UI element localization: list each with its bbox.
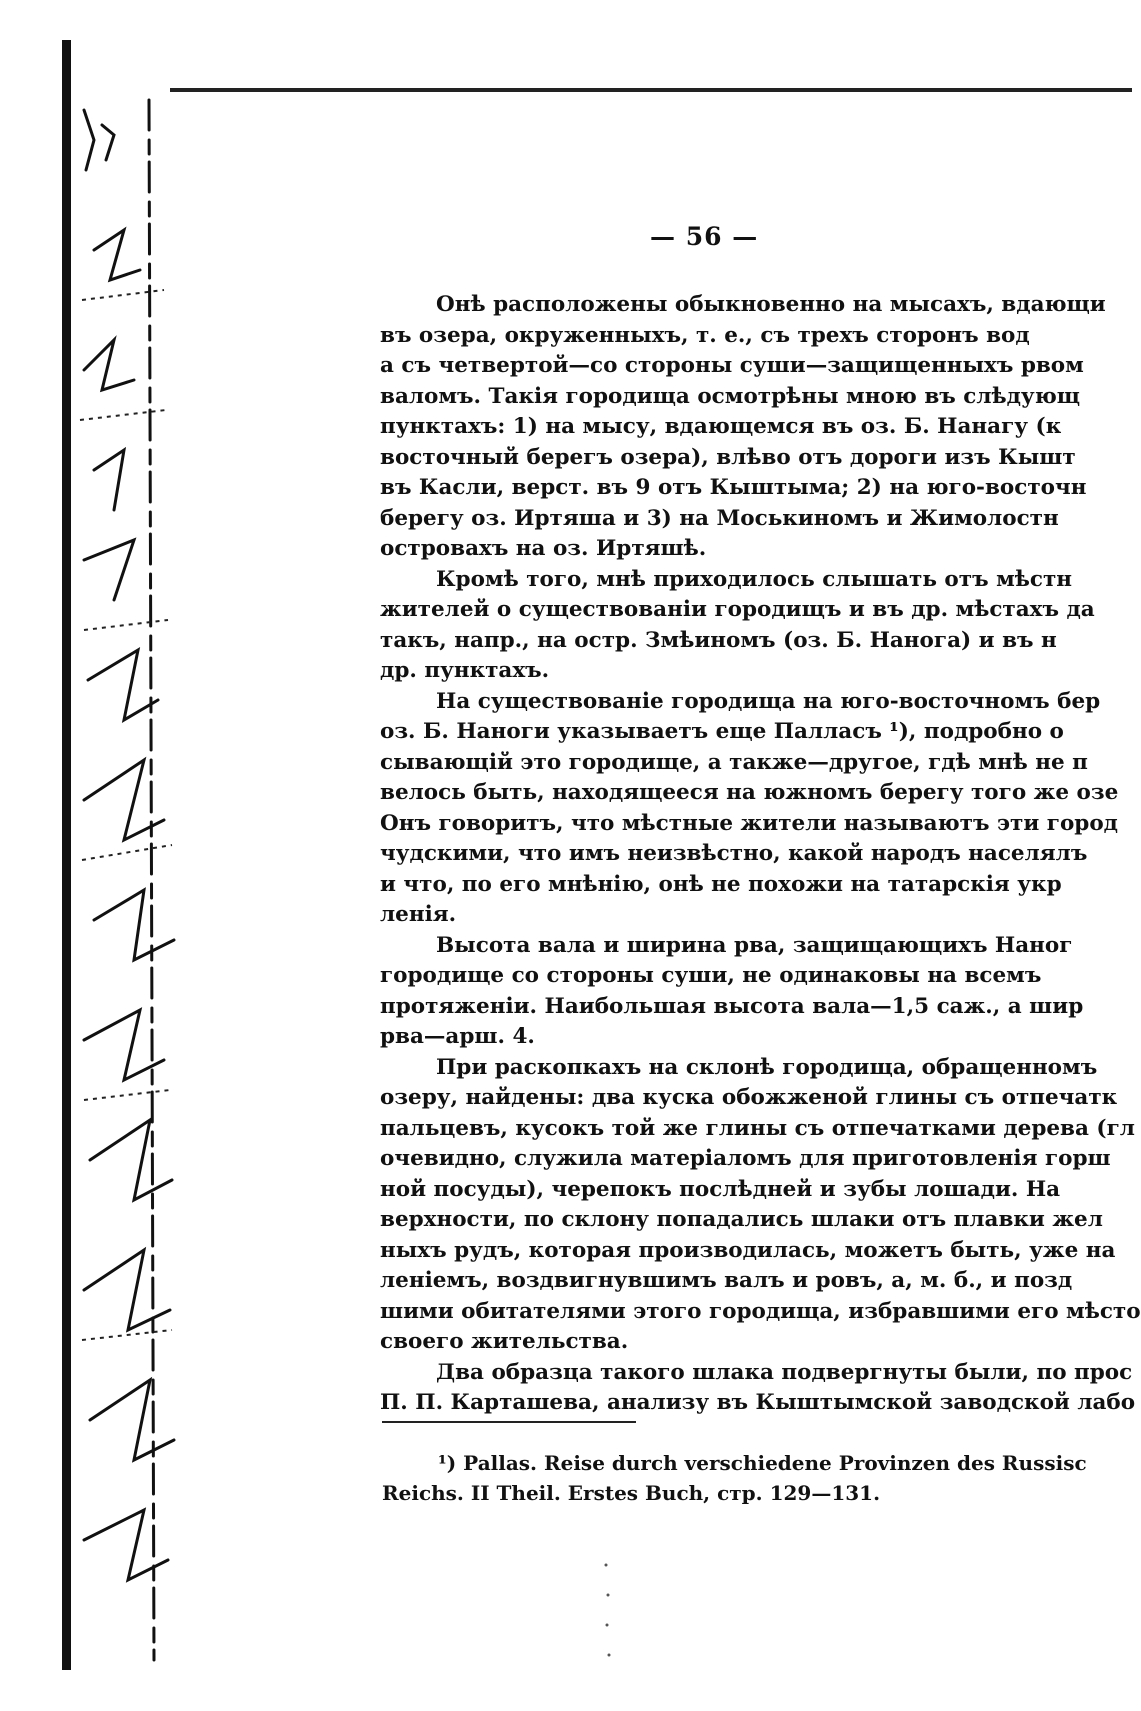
text-line: пунктахъ: 1) на мысу, вдающемся въ оз. Б. Нанагу (к: [380, 414, 1062, 439]
text-line: валомъ. Такія городища осмотрѣны мною въ слѣдующ: [380, 383, 1081, 409]
text-line: островахъ на оз. Иртяшѣ.: [380, 536, 707, 561]
text-line: Высота вала и ширина рва, защищающихъ Наног: [436, 932, 1073, 958]
text-line: Кромѣ того, мнѣ приходилось слышать отъ мѣстн: [436, 566, 1073, 592]
text-line: а съ четвертой—со стороны суши—защищенныхъ рвом: [380, 353, 1084, 378]
page-number: — 56 —: [650, 222, 759, 251]
text-line: сывающій это городище, а также—другое, гдѣ мнѣ не п: [380, 749, 1088, 775]
text-line: Онъ говоритъ, что мѣстные жители называютъ эти город: [380, 810, 1119, 836]
text-line: др. пунктахъ.: [380, 658, 550, 683]
text-line: пальцевъ, кусокъ той же глины съ отпечатками дерева (гл: [380, 1115, 1135, 1141]
text-line: и что, по его мнѣнію, онѣ не похожи на татарскія укр: [380, 871, 1062, 897]
text-line: верхности, по склону попадались шлаки отъ плавки жел: [380, 1207, 1103, 1232]
text-line: такъ, напр., на остр. Змѣиномъ (оз. Б. Нанога) и въ н: [380, 627, 1057, 653]
binding-edge: [54, 40, 184, 1670]
text-line: При раскопкахъ на склонѣ городища, обращенномъ: [436, 1054, 1098, 1080]
text-line: Онѣ расположены обыкновенно на мысахъ, вдающи: [436, 292, 1106, 317]
text-line: своего жительства.: [380, 1329, 629, 1354]
text-line: городище со стороны суши, не одинаковы на всемъ: [380, 963, 1042, 988]
footnote-rule: [382, 1421, 636, 1423]
text-line: озеру, найдены: два куска обожженой глины съ отпечатк: [380, 1085, 1118, 1110]
text-line: чудскими, что имъ неизвѣстно, какой народъ населялъ: [380, 841, 1088, 866]
print-specks: [600, 1555, 620, 1675]
footnote-line: Reichs. II Theil. Erstes Buch, стр. 129—131.: [382, 1481, 881, 1505]
text-line: ной посуды), черепокъ послѣдней и зубы лошади. На: [380, 1176, 1061, 1202]
text-line: протяженіи. Наибольшая высота вала—1,5 саж., а шир: [380, 993, 1084, 1019]
body-text: [380, 290, 1141, 1415]
text-line: шими обитателями этого городища, избравшими его мѣсто: [380, 1298, 1141, 1324]
text-line: Два образца такого шлака подвергнуты были, по прос: [436, 1359, 1133, 1385]
text-line: жителей о существованіи городищъ и въ др. мѣстахъ да: [380, 597, 1095, 622]
text-line: На существованіе городища на юго-восточномъ бер: [436, 688, 1101, 714]
text-line: берегу оз. Иртяша и 3) на Моськиномъ и Жимолостн: [380, 505, 1059, 531]
footnote: [382, 1448, 1132, 1518]
footnote-line: ¹) Pallas. Reise durch verschiedene Provinzen des Russisc: [438, 1451, 1087, 1475]
top-rule: [170, 88, 1132, 92]
binding-marks: [54, 40, 184, 1670]
text-line: ныхъ рудъ, которая производилась, можетъ быть, уже на: [380, 1237, 1116, 1263]
text-line: очевидно, служила матеріаломъ для приготовленія горш: [380, 1146, 1111, 1171]
text-line: ленія.: [380, 902, 457, 927]
text-line: въ Касли, верст. въ 9 отъ Кыштыма; 2) на юго-восточн: [380, 475, 1087, 500]
text-line: оз. Б. Наноги указываетъ еще Палласъ ¹), подробно о: [380, 719, 1064, 744]
text-line: въ озера, окруженныхъ, т. е., съ трехъ сторонъ вод: [380, 322, 1030, 348]
text-line: рва—арш. 4.: [380, 1024, 535, 1049]
text-line: велось быть, находящееся на южномъ берегу того же озе: [380, 780, 1119, 805]
text-line: П. П. Карташева, анализу въ Кыштымской заводской лабо: [380, 1390, 1136, 1415]
text-line: восточный берегъ озера), влѣво отъ дороги изъ Кышт: [380, 444, 1076, 470]
text-line: леніемъ, воздвигнувшимъ валъ и ровъ, а, м. б., и позд: [380, 1268, 1073, 1293]
